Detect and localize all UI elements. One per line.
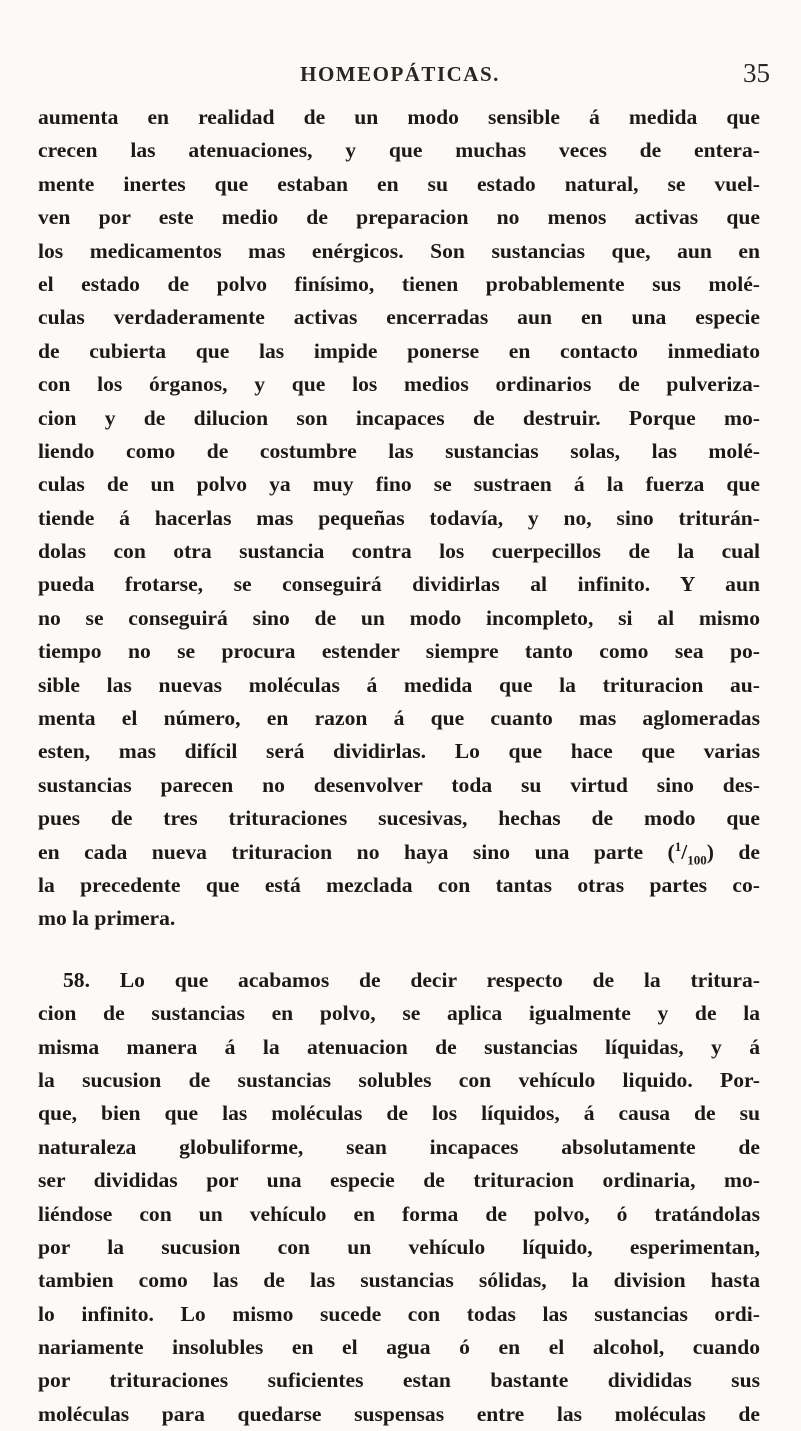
running-title: HOMEOPÁTICAS. [300,62,500,86]
text-line-with-fraction [38,836,760,869]
text-line: tiende á hacerlas mas pequeñas todavía, y no, sino triturán- [38,505,760,530]
text-line: pueda frotarse, se conseguirá dividirlas al infinito. Y aun [38,572,760,597]
text-line: mente inertes que estaban en su estado natural, se vuel- [38,171,760,196]
text-line: por trituraciones suficientes estan bastante divididas sus [38,1368,760,1393]
text-line: por la sucusion con un vehículo líquido, esperimentan, [38,1234,760,1259]
text-line: menta el número, en razon á que cuanto mas aglomeradas [38,706,760,731]
text-line: 58. Lo que acabamos de decir respecto de la tritura- [63,967,760,992]
text-line: ser divididas por una especie de trituracion ordinaria, mo- [38,1168,760,1193]
text-line: cion de sustancias en polvo, se aplica igualmente y de la [38,1001,760,1026]
text-line: que, bien que las moléculas de los líquidos, á causa de su [38,1101,760,1126]
text-line: con los órganos, y que los medios ordinarios de pulveriza- [38,372,760,397]
text-line: los medicamentos mas enérgicos. Son sustancias que, aun en [38,238,760,263]
text-line: liendo como de costumbre las sustancias solas, las molé- [38,438,760,463]
text-line: dolas con otra sustancia contra los cuerpecillos de la cual [38,539,760,564]
text-line: aumenta en realidad de un modo sensible á medida que [38,105,760,129]
text-line: lo infinito. Lo mismo sucede con todas las sustancias ordi- [38,1301,760,1326]
text-line: misma manera á la atenuacion de sustancias líquidas, y á [38,1034,760,1059]
text-line: la precedente que está mezclada con tantas otras partes co- [38,872,760,897]
text-line: crecen las atenuaciones, y que muchas veces de entera- [38,138,760,163]
text-line: pues de tres trituraciones sucesivas, hechas de modo que [38,806,760,831]
text-line: nariamente insolubles en el agua ó en el alcohol, cuando [38,1335,760,1360]
text-line: tiempo no se procura estender siempre tanto como sea po- [38,639,760,664]
fraction-line-prefix: en cada nueva trituracion no haya sino una parte ( [38,839,675,864]
text-line: tambien como las de las sustancias sólidas, la division hasta [38,1268,760,1293]
page-number: 35 [743,58,770,88]
text-line: la sucusion de sustancias solubles con vehículo liquido. Por- [38,1067,760,1092]
text-line: naturaleza globuliforme, sean incapaces absolutamente de [38,1134,760,1159]
text-line: moléculas para quedarse suspensas entre las moléculas de [38,1401,760,1426]
text-line: culas verdaderamente activas encerradas aun en una especie [38,305,760,330]
text-line: de cubierta que las impide ponerse en contacto inmediato [38,338,760,363]
text-line: ven por este medio de preparacion no menos activas que [38,205,760,230]
fraction-denominator: 100 [687,851,707,867]
text-line: no se conseguirá sino de un modo incompleto, si al mismo [38,605,760,630]
text-line: sible las nuevas moléculas á medida que la trituracion au- [38,672,760,697]
running-head [30,58,770,92]
text-line: culas de un polvo ya muy fino se sustraen á la fuerza que [38,472,760,497]
paragraph-1 [38,101,760,936]
text-line: sustancias parecen no desenvolver toda su virtud sino des- [38,772,760,797]
paragraph-gap [38,936,760,964]
fraction-line-suffix: ) de [706,839,760,864]
text-line: cion y de dilucion son incapaces de destruir. Porque mo- [38,405,760,430]
paragraph-58 [38,964,760,1431]
fraction [674,838,707,867]
body-text [38,101,760,1431]
text-line: liéndose con un vehículo en forma de polvo, ó tratándolas [38,1201,760,1226]
fraction-numerator: 1 [674,838,682,854]
text-line: esten, mas difícil será dividirlas. Lo que hace que varias [38,739,760,764]
text-line: el estado de polvo finísimo, tienen probablemente sus molé- [38,271,760,296]
fraction-slash: / [681,839,688,864]
text-line: mo la primera. [38,906,176,931]
